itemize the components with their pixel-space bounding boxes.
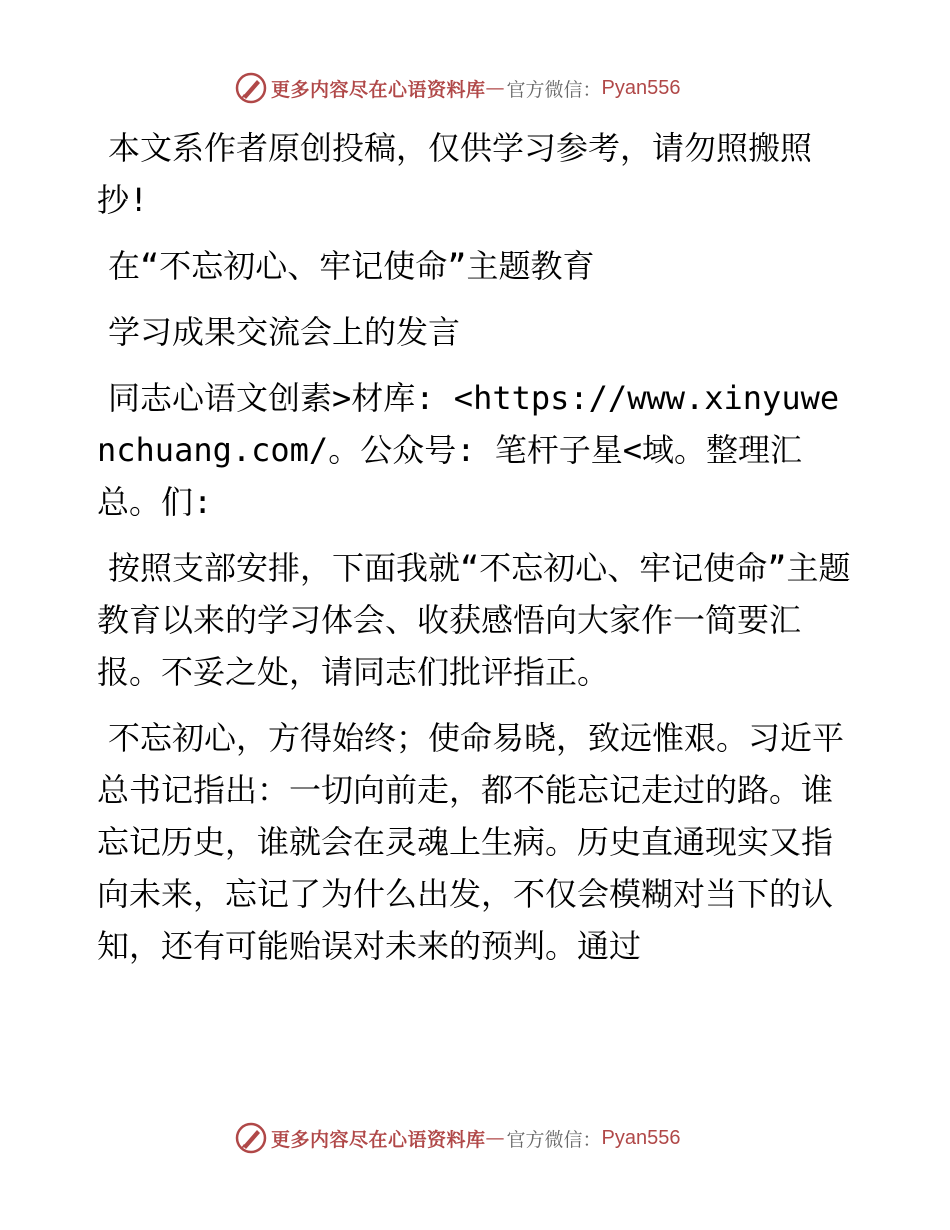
paragraph-disclaimer: 本文系作者原创投稿，仅供学习参考，请勿照搬照抄! xyxy=(97,129,813,219)
paragraph-source-note: 同志心语文创素>材库: <https://www.xinyuwenchuang.com/。公众号: 笔杆子星<域。整理汇总。们: xyxy=(97,379,840,521)
pen-logo-icon xyxy=(235,72,267,104)
banner-main-text: 更多内容尽在心语资料库 xyxy=(271,78,486,101)
banner-dash: — xyxy=(485,1127,505,1149)
banner-main-text: 更多内容尽在心语资料库 xyxy=(271,1128,486,1151)
paragraph-main: 不忘初心，方得始终；使命易晓，致远惟艰。习近平总书记指出：一切向前走，都不能忘记走过的路。谁忘记历史，谁就会在灵魂上生病。历史直通现实又指向未来，忘记了为什么出发，不仅会模糊对当下的认知，还有可能贻误对未来的预判。通过 xyxy=(97,719,845,965)
banner-official-label: 官方微信： xyxy=(506,1128,602,1151)
banner-wechat-id: Pyan556 xyxy=(601,1126,681,1149)
footer-banner xyxy=(235,1122,715,1154)
banner-dash: — xyxy=(485,77,505,99)
paragraph-title-line-2: 学习成果交流会上的发言 xyxy=(108,313,461,351)
header-banner xyxy=(235,72,715,104)
paragraph-title-line-1: 在“不忘初心、牢记使命”主题教育 xyxy=(108,247,595,285)
paragraph-intro: 按照支部安排，下面我就“不忘初心、牢记使命”主题教育以来的学习体会、收获感悟向大家作一简要汇报。不妥之处，请同志们批评指正。 xyxy=(97,549,851,691)
document-body xyxy=(97,122,857,986)
banner-official-label: 官方微信： xyxy=(506,78,602,101)
pen-logo-icon xyxy=(235,1122,267,1154)
banner-wechat-id: Pyan556 xyxy=(601,76,681,99)
